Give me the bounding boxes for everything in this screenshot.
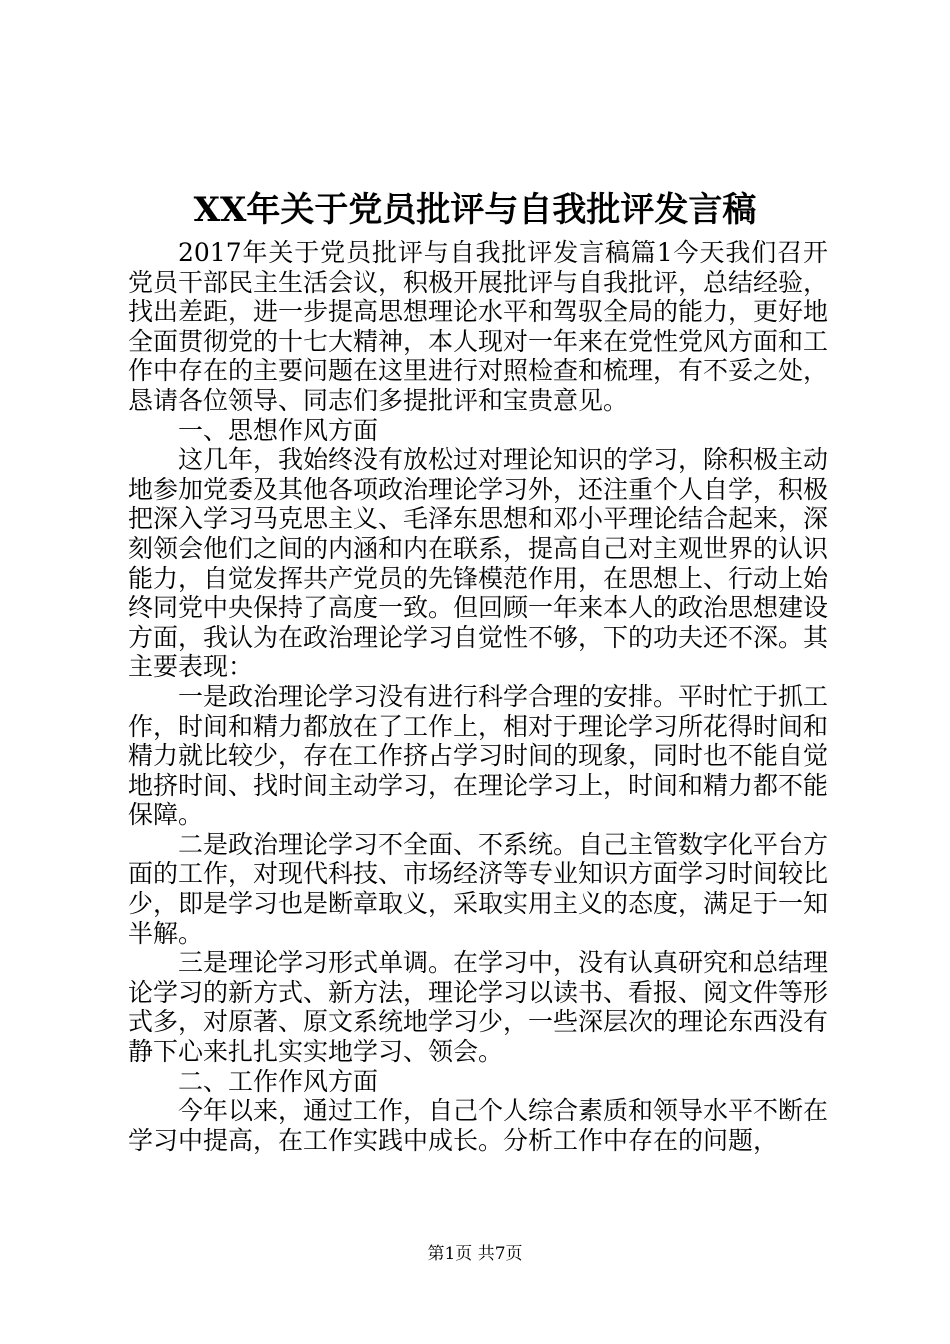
page-number-footer: 第1页 共7页 (427, 1244, 523, 1264)
document-title: XX年关于党员批评与自我批评发言稿 (193, 190, 757, 230)
paragraph-work-style: 今年以来，通过工作，自己个人综合素质和领导水平不断在学习中提高，在工作实践中成长。分析工作中存在的问题， (128, 1096, 829, 1155)
paragraph-point-two: 二是政治理论学习不全面、不系统。自己主管数字化平台方面的工作，对现代科技、市场经济等专业知识方面学习时间较比少，即是学习也是断章取义，采取实用主义的态度，满足于一知半解。 (128, 829, 829, 948)
section-heading-thought-style: 一、思想作风方面 (178, 415, 379, 445)
paragraph-thought-style: 这几年，我始终没有放松过对理论知识的学习，除积极主动地参加党委及其他各项政治理论学习外，还注重个人自学，积极把深入学习马克思主义、毛泽东思想和邓小平理论结合起来，深刻领会他们之间的内涵和内在联系，提高自己对主观世界的认识能力，自觉发挥共产党员的先锋模范作用，在思想上、行动上始终同党中央保持了高度一致。但回顾一年来本人的政治思想建设方面，我认为在政治理论学习自觉性不够，下的功夫还不深。其主要表现： (128, 445, 829, 682)
paragraph-intro: 2017年关于党员批评与自我批评发言稿篇1今天我们召开党员干部民主生活会议，积极开展批评与自我批评，总结经验，找出差距，进一步提高思想理论水平和驾驭全局的能力，更好地全面贯彻党的十七大精神，本人现对一年来在党性党风方面和工作中存在的主要问题在这里进行对照检查和梳理，有不妥之处，恳请各位领导、同志们多提批评和宝贵意见。 (128, 238, 829, 415)
paragraph-point-one: 一是政治理论学习没有进行科学合理的安排。平时忙于抓工作，时间和精力都放在了工作上，相对于理论学习所花得时间和精力就比较少，存在工作挤占学习时间的现象，同时也不能自觉地挤时间、找时间主动学习，在理论学习上，时间和精力都不能保障。 (128, 681, 829, 830)
section-heading-work-style: 二、工作作风方面 (178, 1066, 379, 1096)
document-body (128, 238, 828, 1155)
paragraph-point-three: 三是理论学习形式单调。在学习中，没有认真研究和总结理论学习的新方式、新方法，理论学习以读书、看报、阅文件等形式多，对原著、原文系统地学习少，一些深层次的理论东西没有静下心来扎扎实实地学习、领会。 (128, 948, 829, 1067)
